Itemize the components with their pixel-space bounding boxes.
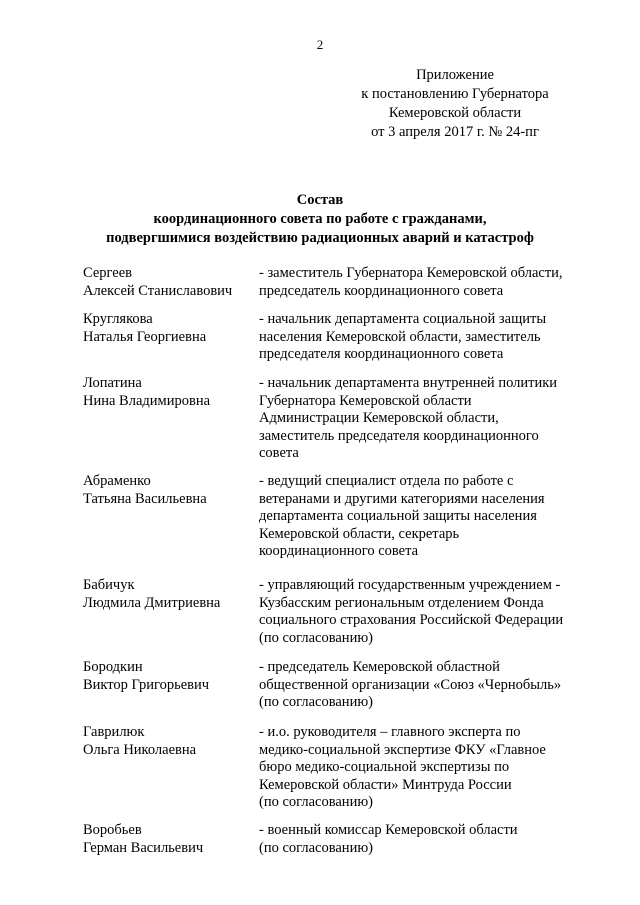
member-name <box>83 265 259 311</box>
role-line: заместитель председателя координационного <box>259 427 539 444</box>
role-line: координационного совета <box>259 543 419 559</box>
role-line: - заместитель Губернатора Кемеровской области, <box>259 265 563 281</box>
member-given-name: Нина Владимировна <box>83 392 211 409</box>
member-entry <box>83 375 603 473</box>
title-line: подвергшимися воздействию радиационных аварий и катастроф <box>106 230 534 246</box>
member-role <box>259 822 603 862</box>
member-role <box>259 473 603 577</box>
member-role <box>259 724 603 822</box>
member-surname: Лопатина <box>83 375 142 391</box>
role-line: - начальник департамента внутренней политики <box>259 375 558 391</box>
title-line: Состав <box>296 192 344 208</box>
role-line: Администрации Кемеровской области, <box>259 410 499 426</box>
member-role <box>259 659 603 724</box>
member-given-name: Людмила Дмитриевна <box>83 594 221 611</box>
role-line: (по согласованию) <box>259 839 373 856</box>
role-line: Кемеровской области, секретарь <box>259 525 460 542</box>
member-name <box>83 375 259 473</box>
member-surname: Бабичук <box>83 577 135 593</box>
role-line: населения Кемеровской области, заместитель <box>259 328 541 345</box>
member-surname: Абраменко <box>83 473 151 489</box>
member-given-name: Виктор Григорьевич <box>83 676 210 693</box>
member-name <box>83 577 259 659</box>
role-line: Губернатора Кемеровской области <box>259 392 472 409</box>
role-line: - ведущий специалист отдела по работе с <box>259 473 514 489</box>
member-name <box>83 473 259 577</box>
member-role <box>259 265 603 311</box>
member-entry <box>83 265 603 311</box>
role-line: (по согласованию) <box>259 629 373 646</box>
role-line: (по согласованию) <box>259 794 373 810</box>
member-surname: Гаврилюк <box>83 724 145 740</box>
page-number: 2 <box>316 37 324 52</box>
role-line: (по согласованию) <box>259 694 373 710</box>
member-entry <box>83 724 603 822</box>
appendix-line: к постановлению Губернатора <box>361 86 549 102</box>
member-entry <box>83 659 603 724</box>
title-line: координационного совета по работе с гражданами, <box>153 211 487 227</box>
role-line: Кузбасским региональным отделением Фонда <box>259 594 544 611</box>
member-role <box>259 375 603 473</box>
role-line: департамента социальной защиты населения <box>259 508 537 524</box>
role-line: председатель координационного совета <box>259 282 504 299</box>
member-role <box>259 311 603 375</box>
role-line: медико-социальной экспертизе ФКУ «Главное <box>259 741 546 758</box>
appendix-line: Приложение <box>416 67 494 83</box>
member-entry <box>83 822 603 862</box>
role-line: - военный комиссар Кемеровской области <box>259 822 518 838</box>
member-surname: Сергеев <box>83 265 133 281</box>
member-surname: Бородкин <box>83 659 143 675</box>
member-entry <box>83 311 603 375</box>
member-role <box>259 577 603 659</box>
appendix-header <box>340 66 570 142</box>
role-line: - начальник департамента социальной защиты <box>259 311 547 327</box>
member-given-name: Алексей Станиславович <box>83 282 233 299</box>
role-line: председателя координационного совета <box>259 346 504 362</box>
role-line: совета <box>259 445 299 461</box>
member-given-name: Татьяна Васильевна <box>83 490 207 507</box>
role-line: - председатель Кемеровской областной <box>259 659 500 675</box>
member-name <box>83 659 259 724</box>
document-title <box>60 191 580 248</box>
role-line: - и.о. руководителя – главного эксперта по <box>259 724 521 740</box>
role-line: бюро медико-социальной экспертизы по <box>259 759 510 775</box>
appendix-line: Кемеровской области <box>388 105 522 121</box>
member-given-name: Герман Васильевич <box>83 839 204 856</box>
member-name <box>83 311 259 375</box>
appendix-line: от 3 апреля 2017 г. № 24-пг <box>371 124 539 140</box>
member-entry <box>83 473 603 577</box>
member-given-name: Наталья Георгиевна <box>83 328 207 345</box>
member-surname: Круглякова <box>83 311 153 327</box>
role-line: ветеранами и другими категориями населения <box>259 490 545 507</box>
member-surname: Воробьев <box>83 822 142 838</box>
member-name <box>83 822 259 862</box>
role-line: Кемеровской области» Минтруда России <box>259 776 512 793</box>
role-line: общественной организации «Союз «Чернобыль» <box>259 676 562 693</box>
members-list <box>83 265 603 862</box>
member-name <box>83 724 259 822</box>
role-line: социального страхования Российской Федерации <box>259 612 564 628</box>
role-line: - управляющий государственным учреждением - <box>259 577 561 593</box>
member-given-name: Ольга Николаевна <box>83 741 197 758</box>
member-entry <box>83 577 603 659</box>
